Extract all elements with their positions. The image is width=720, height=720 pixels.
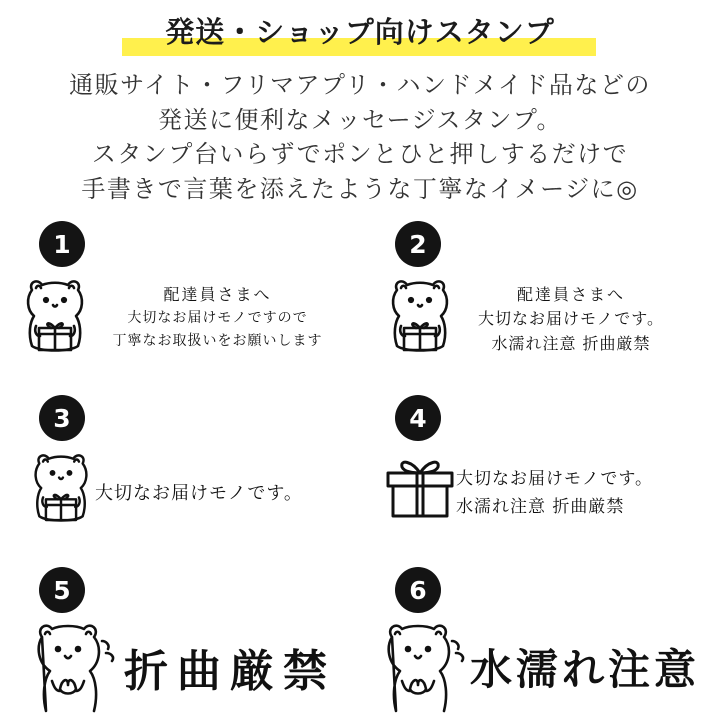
intro-text xyxy=(0,68,720,206)
stamp-text-line: 水濡れ注意 折曲厳禁 xyxy=(456,497,625,517)
stamp-text-large: 水濡れ注意 xyxy=(470,645,701,694)
bear-with-gift-icon xyxy=(385,276,455,356)
stamp-text-line: 水濡れ注意 折曲厳禁 xyxy=(491,334,651,353)
stamp-number-badge: 5 xyxy=(39,567,85,613)
intro-line: 通販サイト・フリマアプリ・ハンドメイド品などの xyxy=(69,71,651,99)
intro-line: 手書きで言葉を添えたような丁寧なイメージに◎ xyxy=(81,174,639,203)
stamp-text-line: 配達員さまへ xyxy=(516,285,625,304)
stamp-text-line: 配達員さまへ xyxy=(163,285,272,304)
stamp-number-badge: 1 xyxy=(39,221,85,267)
stamp-card-3 xyxy=(0,393,340,563)
stamp-text xyxy=(75,284,360,352)
intro-line: スタンプ台いらずでポンとひと押しするだけで xyxy=(91,140,629,168)
stamp-text-line: 大切なお届けモノです。 xyxy=(477,309,665,328)
stamp-text-line: 丁寧なお取扱いをお願いします xyxy=(112,333,323,349)
page-title: 発送・ショップ向けスタンプ xyxy=(165,15,555,49)
intro-line: 発送に便利なメッセージスタンプ。 xyxy=(158,105,562,134)
stamp-text xyxy=(456,284,686,356)
stamp-number-badge: 4 xyxy=(395,395,441,441)
stamp-text-line: 大切なお届けモノですので xyxy=(127,310,308,326)
gift-box-icon xyxy=(384,455,456,519)
stamp-number-badge: 2 xyxy=(395,221,441,267)
stamp-card-4 xyxy=(360,393,700,563)
bear-with-gift-icon xyxy=(28,450,94,526)
stamp-card-1 xyxy=(0,218,340,388)
stamp-text-line: 大切なお届けモノです。 xyxy=(95,483,303,504)
stamp-text xyxy=(456,465,696,521)
stamp-text xyxy=(95,481,345,507)
stamp-card-2 xyxy=(360,218,700,388)
bear-praying-icon xyxy=(382,619,470,719)
stamp-number-badge: 6 xyxy=(395,567,441,613)
stamp-text-large: 折曲厳禁 xyxy=(124,646,336,697)
bear-praying-icon xyxy=(32,619,120,719)
stamp-card-5 xyxy=(0,567,340,720)
stamp-text-line: 大切なお届けモノです。 xyxy=(456,469,653,489)
stamp-number-badge: 3 xyxy=(39,395,85,441)
stamp-card-6 xyxy=(360,567,700,720)
